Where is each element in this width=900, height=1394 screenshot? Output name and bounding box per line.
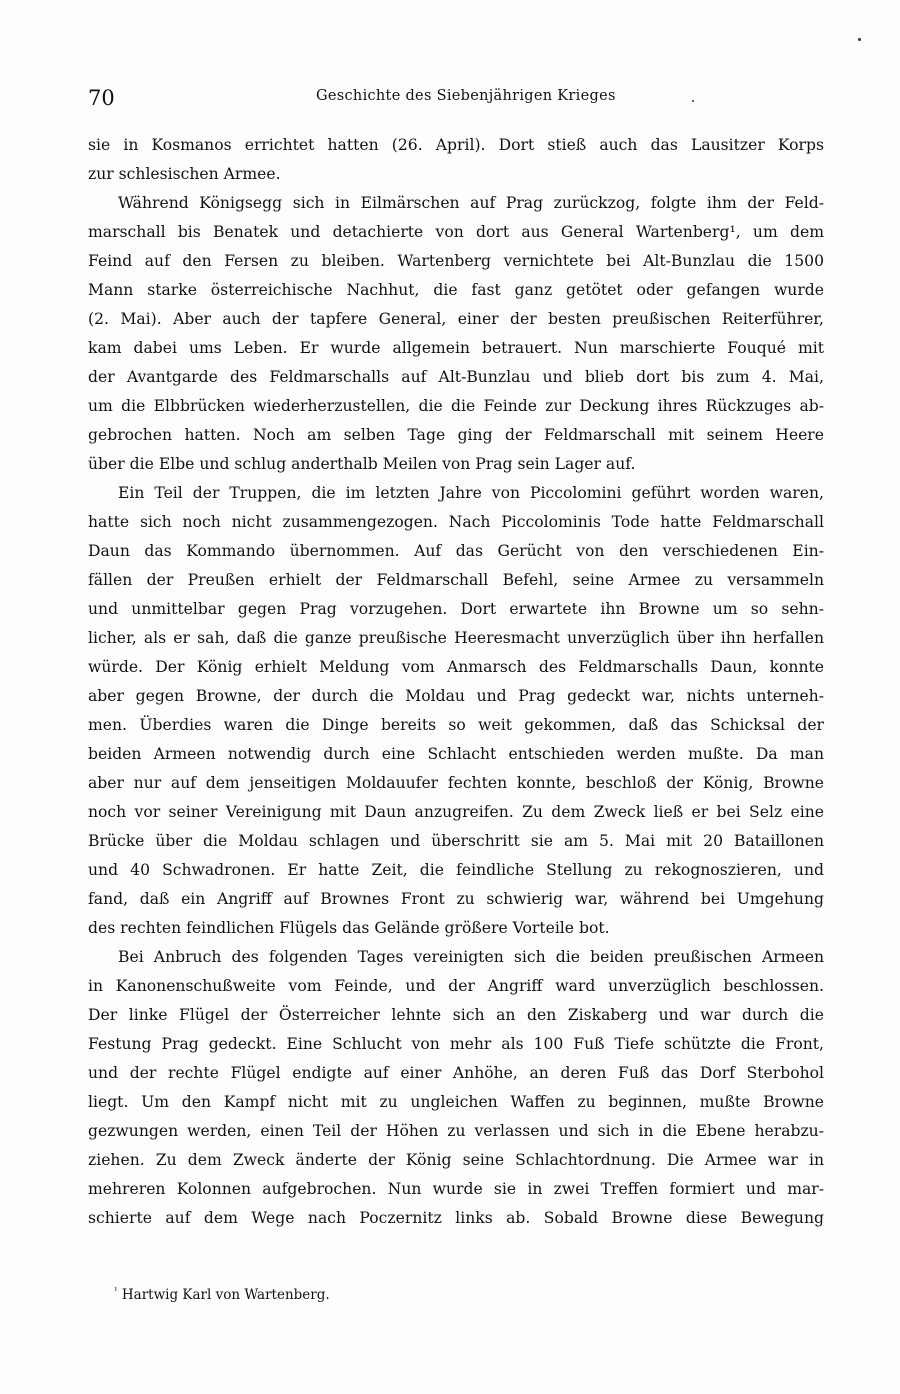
text-line: in Kanonenschußweite vom Feinde, und der Angriff ward unverzüglich beschlossen. (88, 977, 824, 995)
text-line: fällen der Preußen erhielt der Feldmarschall Befehl, seine Armee zu versammeln (88, 571, 824, 589)
text-line: des rechten feindlichen Flügels das Gelände größere Vorteile bot. (88, 919, 610, 937)
text-line: schierte auf dem Wege nach Poczernitz links ab. Sobald Browne diese Bewegung (88, 1209, 824, 1227)
text-line: Daun das Kommando übernommen. Auf das Gerücht von den verschiedenen Ein- (88, 542, 824, 560)
text-line: Festung Prag gedeckt. Eine Schlucht von mehr als 100 Fuß Tiefe schützte die Front, (88, 1035, 824, 1053)
text-line: aber gegen Browne, der durch die Moldau und Prag gedeckt war, nichts unterneh- (88, 687, 824, 705)
text-line: Während Königsegg sich in Eilmärschen auf Prag zurückzog, folgte ihm der Feld- (118, 194, 824, 212)
text-line: und der rechte Flügel endigte auf einer Anhöhe, an deren Fuß das Dorf Sterbohol (88, 1064, 824, 1082)
text-line: sie in Kosmanos errichtet hatten (26. April). Dort stieß auch das Lausitzer Korps (88, 136, 824, 154)
text-line: Mann starke österreichische Nachhut, die fast ganz getötet oder gefangen wurde (88, 281, 824, 299)
text-line: (2. Mai). Aber auch der tapfere General, einer der besten preußischen Reiterführer, (88, 310, 824, 328)
paper-speck (858, 38, 861, 41)
text-line: marschall bis Benatek und detachierte von dort aus General Wartenberg¹, um dem (88, 223, 824, 241)
text-line: gezwungen werden, einen Teil der Höhen zu verlassen und sich in die Ebene herabzu- (88, 1122, 824, 1140)
text-line: gebrochen hatten. Noch am selben Tage ging der Feldmarschall mit seinem Heere (88, 426, 824, 444)
body-text (88, 131, 824, 1227)
text-line: men. Überdies waren die Dinge bereits so weit gekommen, daß das Schicksal der (88, 716, 824, 734)
text-line: und unmittelbar gegen Prag vorzugehen. Dort erwartete ihn Browne um so sehn- (88, 600, 824, 618)
text-line: kam dabei ums Leben. Er wurde allgemein betrauert. Nun marschierte Fouqué mit (88, 339, 824, 357)
text-line: mehreren Kolonnen aufgebrochen. Nun wurde sie in zwei Treffen formiert und mar- (88, 1180, 824, 1198)
text-line: hatte sich noch nicht zusammengezogen. Nach Piccolominis Tode hatte Feldmarschall (88, 513, 824, 531)
text-line: noch vor seiner Vereinigung mit Daun anzugreifen. Zu dem Zweck ließ er bei Selz eine (88, 803, 824, 821)
text-line: würde. Der König erhielt Meldung vom Anmarsch des Feldmarschalls Daun, konnte (88, 658, 824, 676)
running-title: Geschichte des Siebenjährigen Krieges (316, 88, 616, 104)
text-line: Ein Teil der Truppen, die im letzten Jahre von Piccolomini geführt worden waren, (118, 484, 824, 502)
text-line: über die Elbe und schlug anderthalb Meilen von Prag sein Lager auf. (88, 455, 636, 473)
text-line: Der linke Flügel der Österreicher lehnte sich an den Ziskaberg und war durch die (88, 1006, 824, 1024)
text-line: Brücke über die Moldau schlagen und überschritt sie am 5. Mai mit 20 Bataillonen (88, 832, 824, 850)
footnote-marker: ¹ (114, 1286, 118, 1297)
text-line: aber nur auf dem jenseitigen Moldauufer fechten konnte, beschloß der König, Browne (88, 774, 824, 792)
text-line: Bei Anbruch des folgenden Tages vereinigten sich die beiden preußischen Armeen (118, 948, 824, 966)
text-line: der Avantgarde des Feldmarschalls auf Alt-Bunzlau und blieb dort bis zum 4. Mai, (88, 368, 824, 386)
page-header (88, 84, 824, 114)
page-number: 70 (88, 86, 115, 110)
text-line: licher, als er sah, daß die ganze preußische Heeresmacht unverzüglich über ihn herfallen (88, 629, 824, 647)
paper-speck (692, 100, 694, 102)
text-line: beiden Armeen notwendig durch eine Schlacht entschieden werden mußte. Da man (88, 745, 824, 763)
text-line: liegt. Um den Kampf nicht mit zu ungleichen Waffen zu beginnen, mußte Browne (88, 1093, 824, 1111)
text-line: um die Elbbrücken wiederherzustellen, die die Feinde zur Deckung ihres Rückzuges ab- (88, 397, 824, 415)
text-line: ziehen. Zu dem Zweck änderte der König seine Schlachtordnung. Die Armee war in (88, 1151, 824, 1169)
text-line: und 40 Schwadronen. Er hatte Zeit, die feindliche Stellung zu rekognoszieren, und (88, 861, 824, 879)
text-line: Feind auf den Fersen zu bleiben. Wartenberg vernichtete bei Alt-Bunzlau die 1500 (88, 252, 824, 270)
footnote-text: Hartwig Karl von Wartenberg. (121, 1287, 330, 1303)
footnote (114, 1287, 330, 1303)
text-line: zur schlesischen Armee. (88, 165, 281, 183)
text-line: fand, daß ein Angriff auf Brownes Front zu schwierig war, während bei Umgehung (88, 890, 824, 908)
